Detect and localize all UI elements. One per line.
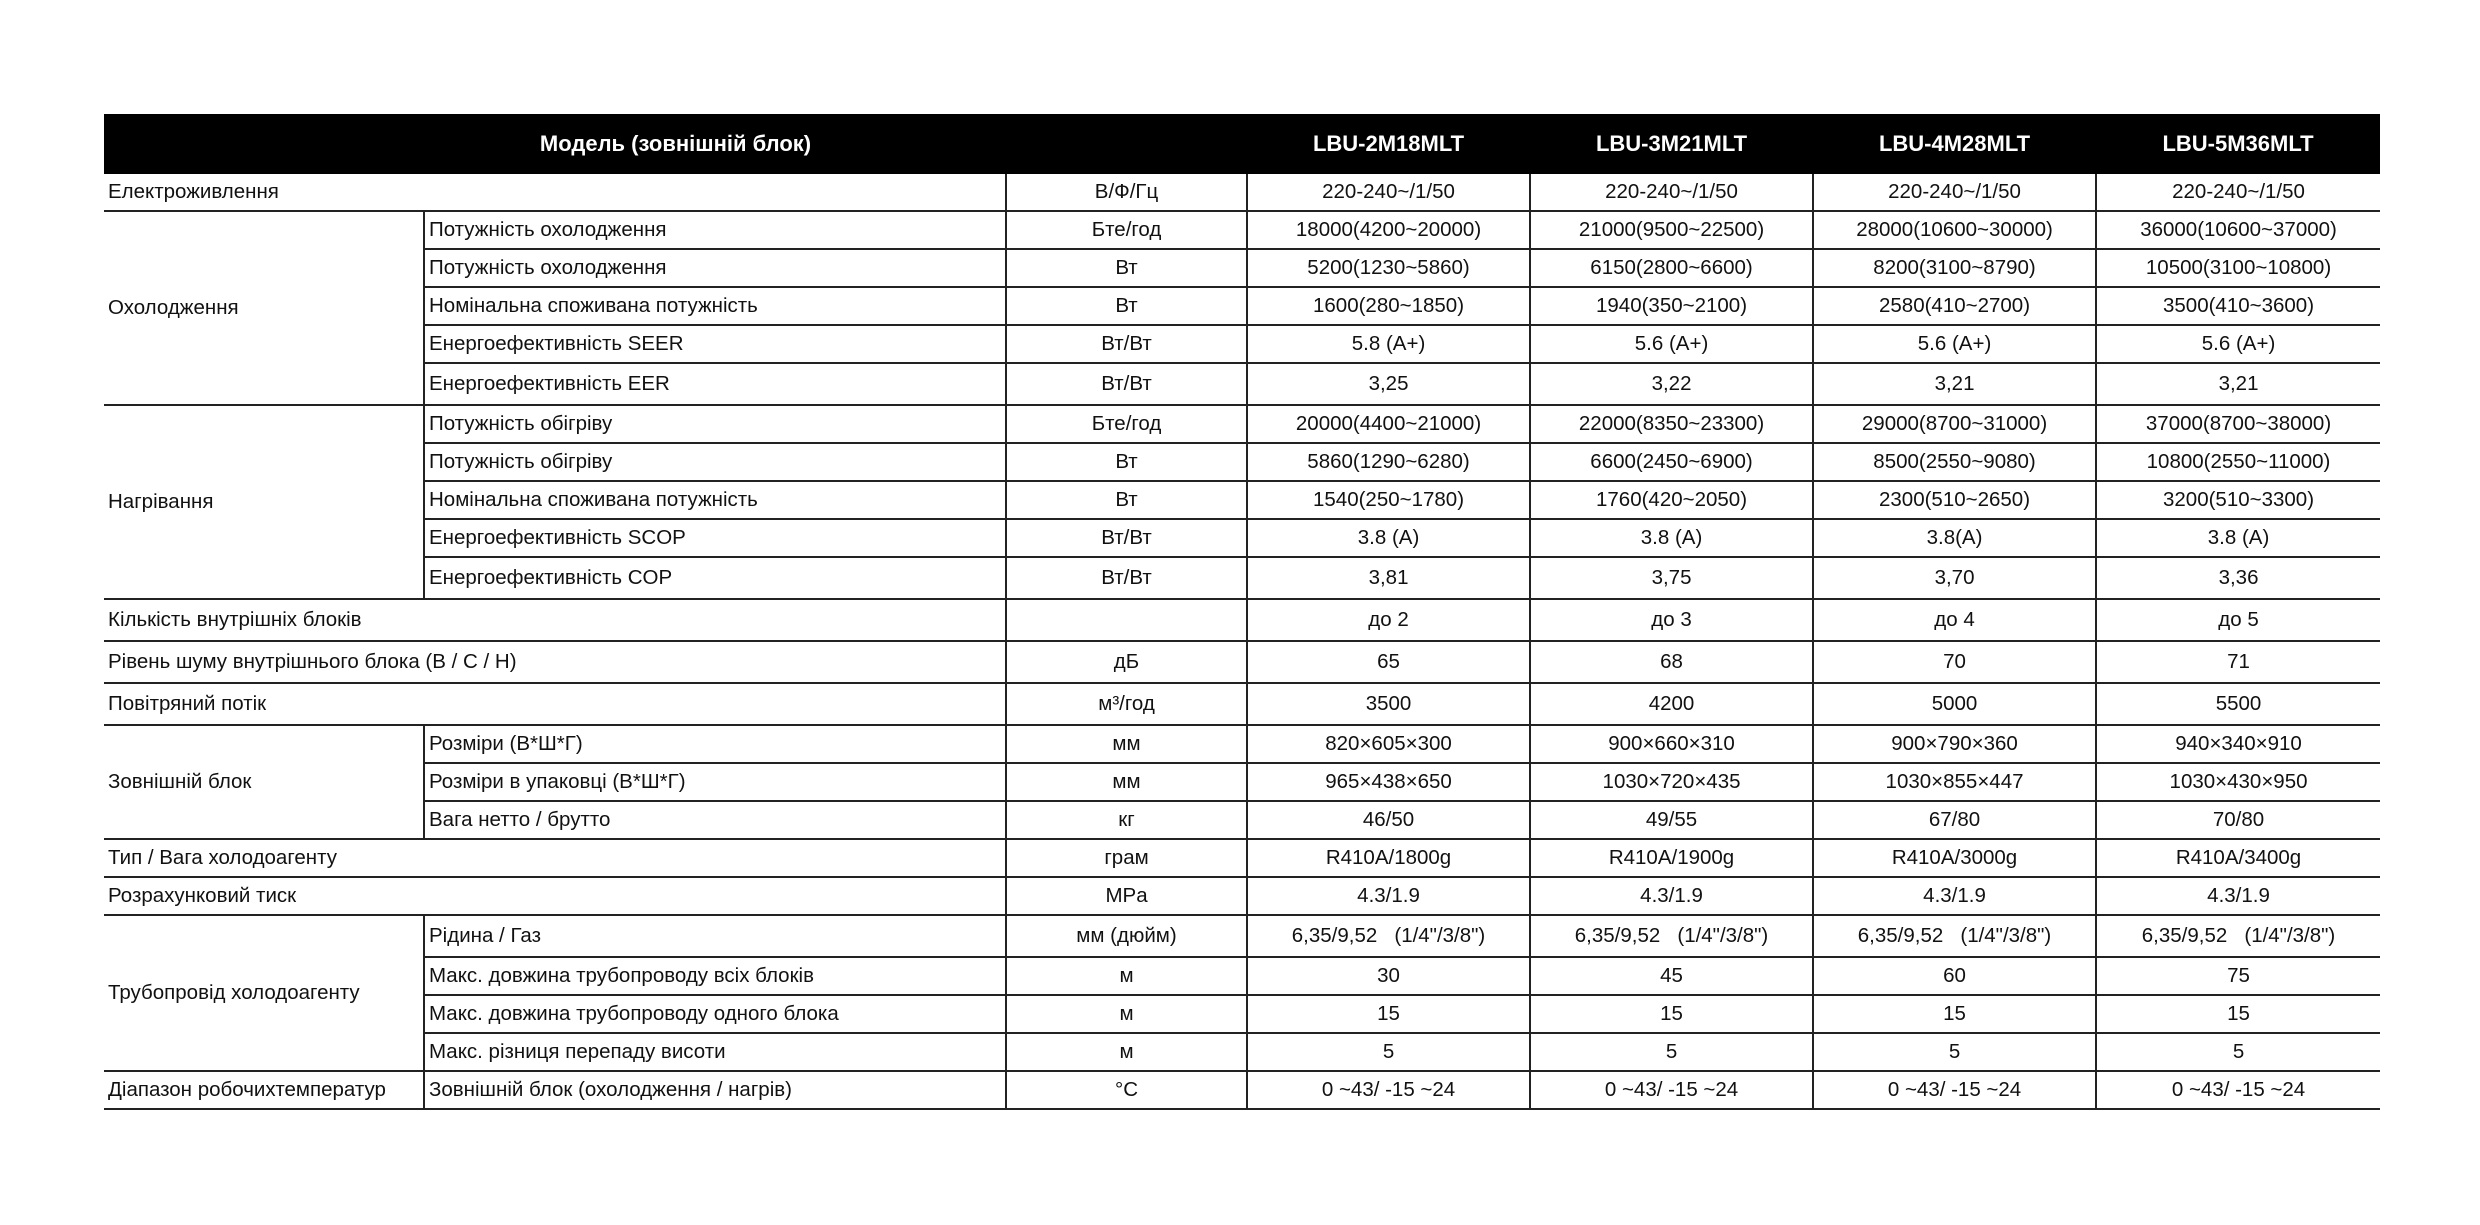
- table-row: [104, 287, 2380, 325]
- value-cell: 21000(9500~22500): [1530, 211, 1813, 249]
- value-cell: 45: [1530, 957, 1813, 995]
- value-cell: 1030×430×950: [2096, 763, 2380, 801]
- value-cell: до 5: [2096, 599, 2380, 641]
- value-cell: 4.3/1.9: [1813, 877, 2096, 915]
- value-cell: 28000(10600~30000): [1813, 211, 2096, 249]
- value-cell: 3,21: [2096, 363, 2380, 405]
- group-label-temp-range: Діапазон робочихтемператур: [104, 1071, 424, 1109]
- unit-cell: Вт/Вт: [1006, 325, 1247, 363]
- model-name: LBU-2M18MLT: [1247, 114, 1530, 174]
- unit-cell: м: [1006, 957, 1247, 995]
- value-cell: 6,35/9,52 (1/4"/3/8"): [1247, 915, 1530, 957]
- value-cell: 60: [1813, 957, 2096, 995]
- param-label: Макс. довжина трубопроводу одного блока: [424, 995, 1006, 1033]
- table-row: [104, 1033, 2380, 1071]
- value-cell: R410A/3400g: [2096, 839, 2380, 877]
- table-row: [104, 363, 2380, 405]
- value-cell: 5860(1290~6280): [1247, 443, 1530, 481]
- table-row: [104, 1071, 2380, 1109]
- value-cell: до 3: [1530, 599, 1813, 641]
- value-cell: 3.8(A): [1813, 519, 2096, 557]
- value-cell: 3,22: [1530, 363, 1813, 405]
- param-label: Потужність охолодження: [424, 211, 1006, 249]
- unit-cell: Бте/год: [1006, 211, 1247, 249]
- param-label: Енергоефективність SEER: [424, 325, 1006, 363]
- value-cell: 1940(350~2100): [1530, 287, 1813, 325]
- unit-cell: Вт: [1006, 443, 1247, 481]
- value-cell: 8200(3100~8790): [1813, 249, 2096, 287]
- param-label: Енергоефективність SCOP: [424, 519, 1006, 557]
- value-cell: 37000(8700~38000): [2096, 405, 2380, 443]
- param-label: Номінальна споживана потужність: [424, 287, 1006, 325]
- param-label: Потужність охолодження: [424, 249, 1006, 287]
- param-label: Розміри в упаковці (В*Ш*Г): [424, 763, 1006, 801]
- table-row: [104, 763, 2380, 801]
- table-row: [104, 641, 2380, 683]
- value-cell: 3,70: [1813, 557, 2096, 599]
- param-label: Макс. довжина трубопроводу всіх блоків: [424, 957, 1006, 995]
- header-row: [104, 114, 2380, 174]
- value-cell: 4.3/1.9: [1247, 877, 1530, 915]
- value-cell: 67/80: [1813, 801, 2096, 839]
- value-cell: 49/55: [1530, 801, 1813, 839]
- param-label: Енергоефективність COP: [424, 557, 1006, 599]
- row-label: Повітряний потік: [104, 683, 1006, 725]
- specifications-table: [104, 114, 2380, 1110]
- table-row: [104, 683, 2380, 725]
- unit-cell: кг: [1006, 801, 1247, 839]
- unit-cell: м³/год: [1006, 683, 1247, 725]
- value-cell: 220-240~/1/50: [2096, 174, 2380, 211]
- value-cell: 3500(410~3600): [2096, 287, 2380, 325]
- value-cell: 1600(280~1850): [1247, 287, 1530, 325]
- unit-cell: мм (дюйм): [1006, 915, 1247, 957]
- value-cell: 3.8 (A): [1247, 519, 1530, 557]
- value-cell: 0 ~43/ -15 ~24: [1247, 1071, 1530, 1109]
- value-cell: 4.3/1.9: [1530, 877, 1813, 915]
- table-row: [104, 174, 2380, 211]
- value-cell: 6600(2450~6900): [1530, 443, 1813, 481]
- value-cell: 5: [1813, 1033, 2096, 1071]
- value-cell: 5200(1230~5860): [1247, 249, 1530, 287]
- row-label: Кількість внутрішніх блоків: [104, 599, 1006, 641]
- table-row: [104, 481, 2380, 519]
- value-cell: 20000(4400~21000): [1247, 405, 1530, 443]
- value-cell: 3,75: [1530, 557, 1813, 599]
- value-cell: 75: [2096, 957, 2380, 995]
- param-label: Номінальна споживана потужність: [424, 481, 1006, 519]
- value-cell: 70: [1813, 641, 2096, 683]
- row-label: Розрахунковий тиск: [104, 877, 1006, 915]
- value-cell: 10800(2550~11000): [2096, 443, 2380, 481]
- table-row: [104, 599, 2380, 641]
- value-cell: 965×438×650: [1247, 763, 1530, 801]
- param-label: Розміри (В*Ш*Г): [424, 725, 1006, 763]
- param-label: Рідина / Газ: [424, 915, 1006, 957]
- group-label-cooling: Охолодження: [104, 211, 424, 405]
- unit-cell: В/Ф/Гц: [1006, 174, 1247, 211]
- value-cell: R410A/1900g: [1530, 839, 1813, 877]
- value-cell: 220-240~/1/50: [1813, 174, 2096, 211]
- table-row: [104, 801, 2380, 839]
- unit-cell: Вт/Вт: [1006, 519, 1247, 557]
- unit-cell: м: [1006, 1033, 1247, 1071]
- group-label-outdoor: Зовнішній блок: [104, 725, 424, 839]
- value-cell: 18000(4200~20000): [1247, 211, 1530, 249]
- param-label: Потужність обігріву: [424, 405, 1006, 443]
- value-cell: R410A/1800g: [1247, 839, 1530, 877]
- value-cell: 29000(8700~31000): [1813, 405, 2096, 443]
- row-label: Електроживлення: [104, 174, 1006, 211]
- unit-cell: °С: [1006, 1071, 1247, 1109]
- value-cell: 1540(250~1780): [1247, 481, 1530, 519]
- value-cell: 8500(2550~9080): [1813, 443, 2096, 481]
- value-cell: 0 ~43/ -15 ~24: [2096, 1071, 2380, 1109]
- value-cell: 30: [1247, 957, 1530, 995]
- value-cell: 5.6 (А+): [1530, 325, 1813, 363]
- value-cell: 0 ~43/ -15 ~24: [1530, 1071, 1813, 1109]
- unit-cell: мм: [1006, 763, 1247, 801]
- table-row: [104, 915, 2380, 957]
- value-cell: 46/50: [1247, 801, 1530, 839]
- value-cell: 5: [2096, 1033, 2380, 1071]
- table-row: [104, 557, 2380, 599]
- value-cell: 940×340×910: [2096, 725, 2380, 763]
- table-row: [104, 211, 2380, 249]
- unit-cell: Вт: [1006, 287, 1247, 325]
- value-cell: 10500(3100~10800): [2096, 249, 2380, 287]
- group-label-heating: Нагрівання: [104, 405, 424, 599]
- value-cell: 4.3/1.9: [2096, 877, 2380, 915]
- value-cell: 3,81: [1247, 557, 1530, 599]
- unit-cell: MPa: [1006, 877, 1247, 915]
- unit-cell: Вт/Вт: [1006, 363, 1247, 405]
- value-cell: 65: [1247, 641, 1530, 683]
- unit-cell: дБ: [1006, 641, 1247, 683]
- value-cell: 0 ~43/ -15 ~24: [1813, 1071, 2096, 1109]
- table-row: [104, 995, 2380, 1033]
- value-cell: 900×660×310: [1530, 725, 1813, 763]
- group-label-piping: Трубопровід холодоагенту: [104, 915, 424, 1071]
- model-name: LBU-3M21MLT: [1530, 114, 1813, 174]
- value-cell: 68: [1530, 641, 1813, 683]
- value-cell: 15: [1530, 995, 1813, 1033]
- value-cell: 3,25: [1247, 363, 1530, 405]
- value-cell: 3,21: [1813, 363, 2096, 405]
- model-header: Модель (зовнішній блок): [104, 114, 1247, 174]
- value-cell: 3200(510~3300): [2096, 481, 2380, 519]
- value-cell: 5500: [2096, 683, 2380, 725]
- table-row: [104, 443, 2380, 481]
- model-name: LBU-5M36MLT: [2096, 114, 2380, 174]
- value-cell: 6150(2800~6600): [1530, 249, 1813, 287]
- param-label: Вага нетто / брутто: [424, 801, 1006, 839]
- value-cell: 36000(10600~37000): [2096, 211, 2380, 249]
- param-label: Зовнішній блок (охолодження / нагрів): [424, 1071, 1006, 1109]
- value-cell: 820×605×300: [1247, 725, 1530, 763]
- value-cell: 5.6 (А+): [2096, 325, 2380, 363]
- value-cell: 5: [1247, 1033, 1530, 1071]
- value-cell: 5.6 (А+): [1813, 325, 2096, 363]
- unit-cell: мм: [1006, 725, 1247, 763]
- value-cell: 71: [2096, 641, 2380, 683]
- value-cell: 22000(8350~23300): [1530, 405, 1813, 443]
- value-cell: R410A/3000g: [1813, 839, 2096, 877]
- param-label: Макс. різниця перепаду висоти: [424, 1033, 1006, 1071]
- value-cell: 6,35/9,52 (1/4"/3/8"): [2096, 915, 2380, 957]
- value-cell: 5: [1530, 1033, 1813, 1071]
- value-cell: 900×790×360: [1813, 725, 2096, 763]
- value-cell: 1030×720×435: [1530, 763, 1813, 801]
- table-row: [104, 519, 2380, 557]
- unit-cell: Вт: [1006, 481, 1247, 519]
- value-cell: 2300(510~2650): [1813, 481, 2096, 519]
- table-row: [104, 957, 2380, 995]
- unit-cell: м: [1006, 995, 1247, 1033]
- value-cell: 5.8 (А+): [1247, 325, 1530, 363]
- value-cell: 3500: [1247, 683, 1530, 725]
- row-label: Тип / Вага холодоагенту: [104, 839, 1006, 877]
- table-row: [104, 405, 2380, 443]
- unit-cell: Бте/год: [1006, 405, 1247, 443]
- unit-cell: Вт/Вт: [1006, 557, 1247, 599]
- row-label: Рівень шуму внутрішнього блока (В / С / Н): [104, 641, 1006, 683]
- value-cell: 5000: [1813, 683, 2096, 725]
- table-row: [104, 325, 2380, 363]
- value-cell: 3,36: [2096, 557, 2380, 599]
- value-cell: 1030×855×447: [1813, 763, 2096, 801]
- table-row: [104, 877, 2380, 915]
- value-cell: 2580(410~2700): [1813, 287, 2096, 325]
- value-cell: 6,35/9,52 (1/4"/3/8"): [1530, 915, 1813, 957]
- value-cell: 15: [1247, 995, 1530, 1033]
- value-cell: 70/80: [2096, 801, 2380, 839]
- value-cell: до 2: [1247, 599, 1530, 641]
- value-cell: 15: [1813, 995, 2096, 1033]
- param-label: Енергоефективність EER: [424, 363, 1006, 405]
- unit-cell: [1006, 599, 1247, 641]
- model-name: LBU-4M28MLT: [1813, 114, 2096, 174]
- param-label: Потужність обігріву: [424, 443, 1006, 481]
- value-cell: 6,35/9,52 (1/4"/3/8"): [1813, 915, 2096, 957]
- table-row: [104, 249, 2380, 287]
- value-cell: до 4: [1813, 599, 2096, 641]
- unit-cell: грам: [1006, 839, 1247, 877]
- table-row: [104, 839, 2380, 877]
- value-cell: 4200: [1530, 683, 1813, 725]
- value-cell: 220-240~/1/50: [1530, 174, 1813, 211]
- table-row: [104, 725, 2380, 763]
- unit-cell: Вт: [1006, 249, 1247, 287]
- value-cell: 220-240~/1/50: [1247, 174, 1530, 211]
- value-cell: 3.8 (A): [2096, 519, 2380, 557]
- value-cell: 1760(420~2050): [1530, 481, 1813, 519]
- value-cell: 3.8 (A): [1530, 519, 1813, 557]
- value-cell: 15: [2096, 995, 2380, 1033]
